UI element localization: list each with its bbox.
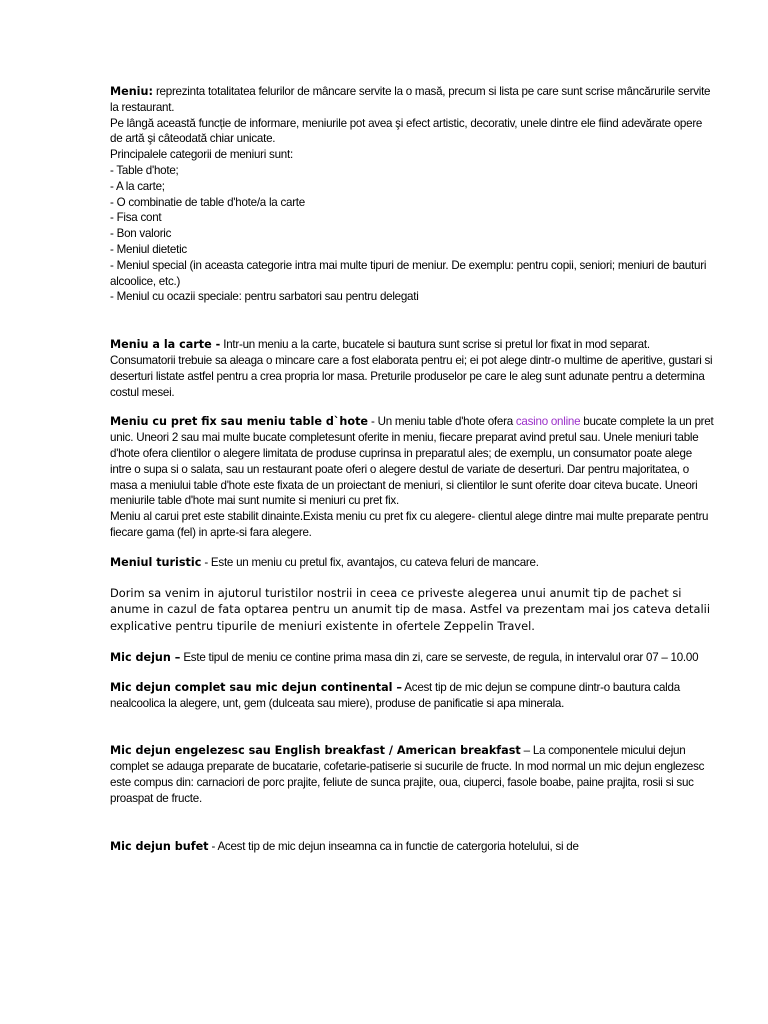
section-heading: Meniu a la carte - <box>110 338 221 352</box>
section-meniu <box>110 84 715 305</box>
section-heading: Meniu: <box>110 85 153 98</box>
section-heading: Mic dejun – <box>110 651 181 665</box>
paragraph-text: – La componentele micului dejun complet se adauga preparate de bucatarie, cofetarie-patiserie si sucurile de fructe. In mod normal un mic dejun englezesc este compus din: carnaciori de porc prajite, feliute de sunca prajite, oua, ciuperci, fasole boabe, paine prajita, rosii si suc proaspat de fructe. <box>110 744 705 805</box>
list-item: - O combinatie de table d'hote/a la carte <box>110 195 305 209</box>
paragraph-text: Dorim sa venim in ajutorul turistilor nostrii in ceea ce priveste alegerea unui anumit tip de pachet si anume in cazul de fata optarea pentru un anumit tip de masa. Astfel va prezentam mai jos cateva detalii explicative pentru tipurile de meniuri existente in ofertele Zeppelin Travel <box>110 585 710 633</box>
paragraph-text: Intr-un meniu a la carte, bucatele si bautura sunt scrise si pretul lor fixat in mod separat. Consumatorii trebuie sa aleaga o mincare care a fost elaborata pentru ei; ei pot alege dintr-o multime de aperitive, gustari si deserturi listate astfel pentru a crea propria lor masa. Preturile produselor pe care le aleg sunt adunate pentru a determina costul mesei. <box>110 338 713 399</box>
section-heading: Mic dejun complet sau mic dejun continental – <box>110 680 402 694</box>
section-complet <box>110 680 715 712</box>
section-englezesc <box>110 743 715 806</box>
section-intro <box>110 585 715 635</box>
paragraph <box>110 555 715 571</box>
paragraph: Principalele categorii de meniuri sunt: <box>110 148 293 162</box>
paragraph: Pe lângă această funcție de informare, meniurile pot avea şi efect artistic, decorativ, unele dintre ele fiind adevărate opere de artă şi câteodată chiar unicate. <box>110 116 703 146</box>
section-turistic <box>110 555 715 571</box>
paragraph-text: reprezinta totalitatea felurilor de mâncare servite la o masă, precum si lista pe care sunt scrise mâncărurile servite la restaurant. <box>110 85 711 114</box>
section-bufet <box>110 839 715 855</box>
section-micdejun <box>110 650 715 666</box>
casino-online-link[interactable]: casino online <box>515 415 581 429</box>
section-heading: Mic dejun bufet <box>110 839 209 853</box>
section-heading: Meniul turistic <box>110 555 202 569</box>
list-item: - Meniul cu ocazii speciale: pentru sarbatori sau pentru delegati <box>110 290 419 304</box>
paragraph-text: - Este un meniu cu pretul fix, avantajos, cu cateva feluri de mancare. <box>201 555 539 569</box>
paragraph <box>110 743 715 806</box>
paragraph: Meniu al carui pret este stabilit dinainte.Exista meniu cu pret fix cu alegere- clientul alege dintre mai multe preparate pentru fiecare gama (fel) in aprte-si fara alegere. <box>110 510 709 539</box>
paragraph-text: - Acest tip de mic dejun inseamna ca in functie de catergoria hotelului, si de <box>208 839 579 853</box>
list-item: - Meniul special (in aceasta categorie intra mai multe tipuri de meniur. De exemplu: pentru copii, seniori; meniuri de bauturi alcoolice, etc.) <box>110 258 707 288</box>
list-item: - Table d'hote; <box>110 163 179 177</box>
paragraph <box>110 337 715 400</box>
list-item: - Bon valoric <box>110 227 172 241</box>
paragraph <box>110 585 715 635</box>
paragraph-text: . <box>531 618 535 633</box>
paragraph <box>110 839 715 855</box>
paragraph-text: bucate complete la un pret unic. Uneori 2 sau mai multe bucate completesunt oferite in meniu, fiecare preparat avind pretul sau. Unele meniuri table d'hote ofera clientilor o alegere limitata de produse cuprinsa in preparatul ales; de exemplu, un consumator poate alege intre o supa si o salata, sau un restaurant poate oferi o alegere destul de variate de deserturi. Dar pentru majoritatea, o masa a meniului table d'hote este fixata de un proiectant de meniuri, si clientilor le sunt oferite doar citeva bucate. Uneori meniurile table d'hote mai sunt numite si meniuri cu pret fix. <box>110 415 714 508</box>
section-pretfix <box>110 414 715 540</box>
paragraph-text: Este tipul de meniu ce contine prima masa din zi, care se serveste, de regula, in intervalul orar 07 – 10.00 <box>180 651 699 665</box>
document-page <box>110 84 715 854</box>
list-item: - Meniul dietetic <box>110 242 187 256</box>
section-heading: Mic dejun engelezesc sau English breakfast / American breakfast <box>110 744 521 758</box>
section-heading: Meniu cu pret fix sau meniu table d`hote <box>110 415 369 429</box>
section-alacarte <box>110 337 715 400</box>
paragraph <box>110 650 715 666</box>
list-item: - A la carte; <box>110 179 165 193</box>
paragraph-text: Acest tip de mic dejun se compune dintr-o bautura calda nealcoolica la alegere, unt, gem (dulceata sau miere), produse de panificatie si apa minerala. <box>110 680 680 710</box>
paragraph <box>110 680 715 712</box>
list-item: - Fisa cont <box>110 211 162 225</box>
paragraph <box>110 84 715 116</box>
paragraph <box>110 414 715 509</box>
paragraph-text: - Un meniu table d'hote ofera <box>368 415 516 429</box>
